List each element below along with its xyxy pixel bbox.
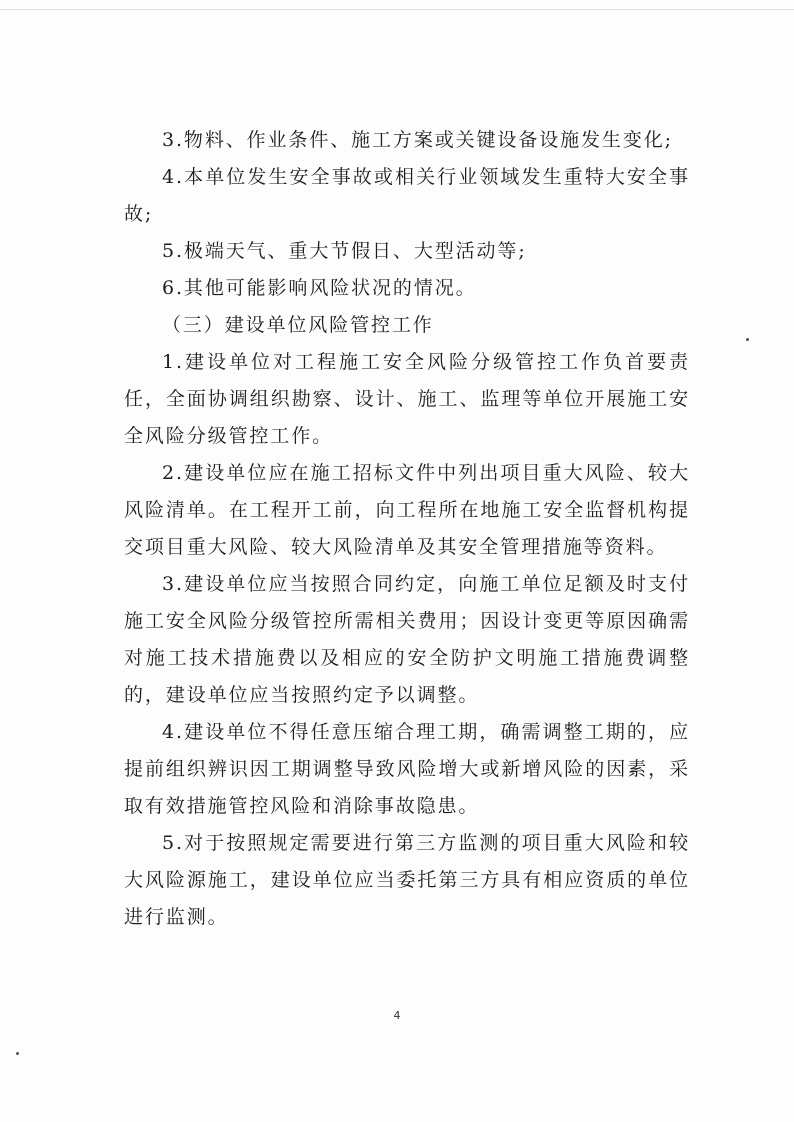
paragraph: 3.物料、作业条件、施工方案或关键设备设施发生变化; [162,129,673,151]
top-edge-line [0,9,794,10]
paragraph: 1.建设单位对工程施工安全风险分级管控工作负首要责任，全面协调组织勘察、设计、施工、监理等单位开展施工安全风险分级管控工作。 [124,351,690,447]
page-number: 4 [393,1009,401,1022]
paragraph: 5.对于按照规定需要进行第三方监测的项目重大风险和较大风险源施工，建设单位应当委托第三方具有相应资质的单位进行监测。 [124,832,690,928]
paragraph: 2.建设单位应在施工招标文件中列出项目重大风险、较大风险清单。在工程开工前，向工程所在地施工安全监督机构提交项目重大风险、较大风险清单及其安全管理措施等资料。 [124,462,690,558]
paragraph: 5.极端天气、重大节假日、大型活动等; [162,240,527,262]
paragraph: 6.其他可能影响风险状况的情况。 [162,277,477,299]
scan-speck [746,338,749,341]
paragraph: 4.建设单位不得任意压缩合理工期，确需调整工期的，应提前组织辨识因工期调整导致风险增大或新增风险的因素，采取有效措施管控风险和消除事故隐患。 [124,721,690,817]
body-text [124,122,690,936]
section-heading: （三）建设单位风险管控工作 [162,314,434,336]
scan-speck [16,1052,19,1055]
paragraph: 4.本单位发生安全事故或相关行业领域发生重特大安全事故; [124,166,690,225]
paragraph: 3.建设单位应当按照合同约定，向施工单位足额及时支付施工安全风险分级管控所需相关费用；因设计变更等原因确需对施工技术措施费以及相应的安全防护文明施工措施费调整的，建设单位应当按照约定予以调整。 [124,573,690,706]
